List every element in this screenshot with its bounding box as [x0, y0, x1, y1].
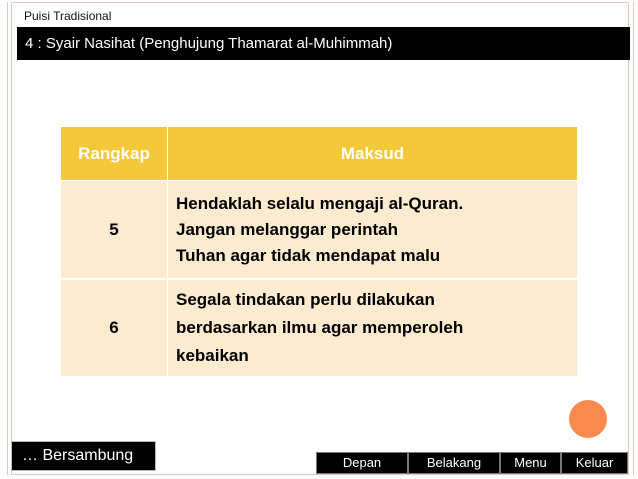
meaning-table: [61, 127, 577, 376]
table-row: [61, 279, 577, 376]
rangkap-number: 6: [61, 279, 168, 376]
maksud-line: Hendaklah selalu mengaji al-Quran.: [176, 193, 464, 213]
decorative-circle-icon: [569, 400, 607, 438]
nav-belakang-button[interactable]: Belakang: [408, 452, 500, 474]
maksud-line: berdasarkan ilmu agar memperoleh: [176, 318, 464, 337]
table-row: [61, 181, 577, 280]
nav-depan-button[interactable]: Depan: [316, 452, 408, 474]
table-header-row: [61, 127, 577, 181]
maksud-line: Tuhan agar tidak mendapat malu: [176, 245, 441, 265]
frame-line-left: [7, 2, 8, 475]
rangkap-number: 5: [61, 181, 168, 280]
frame-line-right: [633, 2, 634, 475]
maksud-line: kebaikan: [176, 346, 249, 365]
nav-keluar-button[interactable]: Keluar: [561, 452, 628, 474]
nav-menu-button[interactable]: Menu: [500, 452, 561, 474]
continue-button[interactable]: … Bersambung: [11, 441, 156, 471]
maksud-text: [168, 181, 578, 280]
section-subtitle: Puisi Tradisional: [24, 9, 112, 23]
maksud-line: Segala tindakan perlu dilakukan: [176, 290, 435, 309]
maksud-text: [168, 279, 578, 376]
maksud-line: Jangan melanggar perintah: [176, 219, 398, 239]
column-header-rangkap: Rangkap: [61, 127, 168, 181]
column-header-maksud: Maksud: [168, 127, 578, 181]
page-title: 4 : Syair Nasihat (Penghujung Thamarat al-Muhimmah): [17, 27, 630, 60]
